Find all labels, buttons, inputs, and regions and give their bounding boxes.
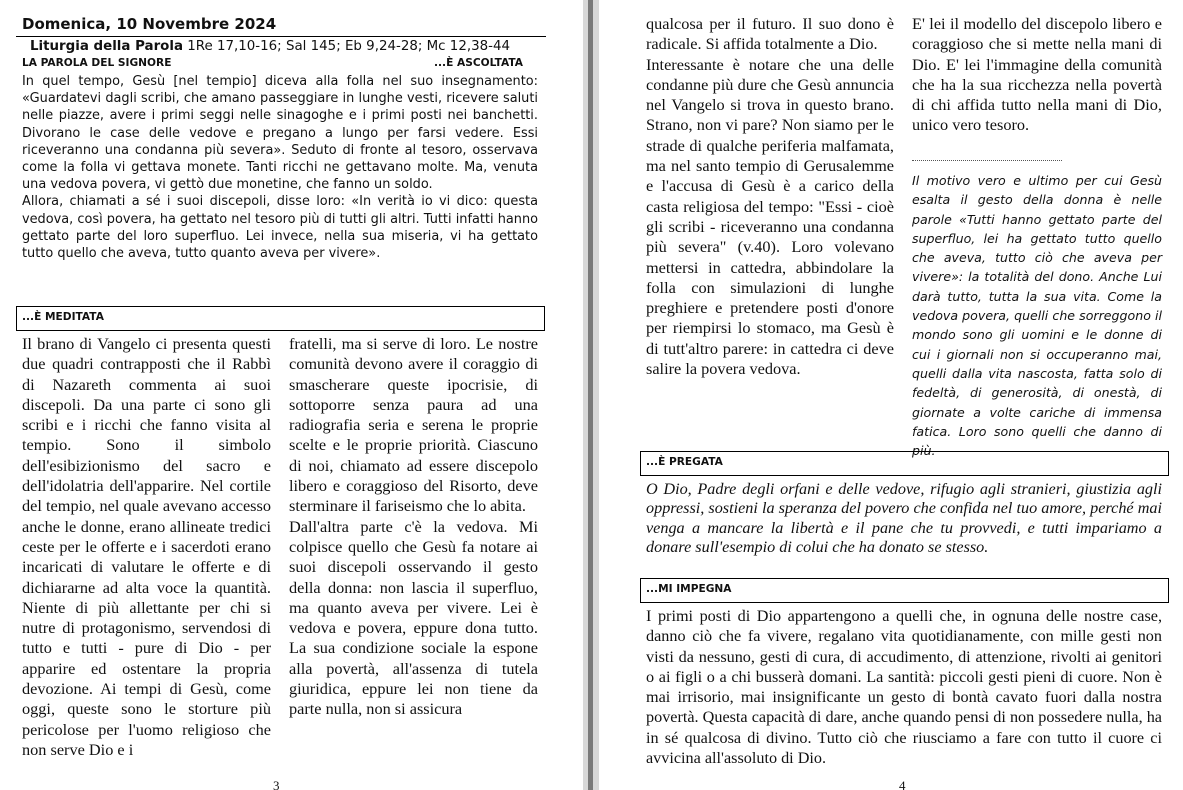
pregata-heading: ...È PREGATA	[640, 451, 1169, 476]
dotted-separator	[912, 160, 1062, 161]
page-divider	[588, 0, 593, 790]
meditation-paragraph: E' lei il modello del discepolo libero e coraggioso che si mette nella mani di Dio. E' lei l'immagine della comunità che ha la sua ricchezza nella povertà di chi affida tutto nella mani di Dio, unico vero tesoro.	[912, 14, 1162, 135]
gospel-paragraph-1: In quel tempo, Gesù [nel tempio] diceva alla folla nel suo insegnamento: «Guardatevi dagli scribi, che amano passeggiare in lunghe vesti, ricevere saluti nelle piazze, avere i primi seggi nelle sinagoghe e i primi posti nei banchetti. Divorano le case delle vedove e pregano a lungo per farsi vedere. Essi riceveranno una condanna più severa». Seduto di fronte al tesoro, osservava come la folla vi gettava monete. Tanti ricchi ne gettavano molte. Ma, venuta una vedova povera, vi gettò due monetine, che fanno un soldo.	[22, 74, 538, 193]
meditation-paragraph: Il brano di Vangelo ci presenta questi due quadri contrapposti che il Rabbì di Nazareth commenta ai suoi discepoli. Da una parte ci sono gli scribi e i ricchi che fanno visita al tempio. Sono il simbolo dell'esibizionismo del sacro e dell'idolatria dell'apparire. Nel cortile del tempio, nel quale avevano accesso anche le donne, erano allineate tredici ceste per le offerte e i sacerdoti erano incaricati di valutare le offerte e di dichiararne ad alta voce la quantità. Niente di più allettante per chi si nutre di protagonismo, servendosi di tutto e tutti - pure di Dio - per apparire ed ostentare la propria devozione. Ai tempi di Gesù, come oggi, queste sono le storture più pericolose per l'uomo religioso che non serve Dio e i	[22, 334, 271, 759]
prayer-text: O Dio, Padre degli orfani e delle vedove, rifugio agli stranieri, giustizia agli oppressi, sostieni la speranza del povero che confida nel tuo amore, perché mai venga a mancare la libertà e il pane che tu provvedi, e tutti impariamo a donare sull'esempio di colui che ha donato se stesso.	[646, 480, 1162, 556]
liturgy-line	[30, 39, 510, 54]
right-page	[599, 0, 1183, 790]
ascoltata-label: ...È ASCOLTATA	[434, 57, 523, 69]
meditation-column-4	[912, 14, 1162, 136]
meditation-column-2	[289, 334, 538, 720]
impegna-heading: ...MI IMPEGNA	[640, 578, 1169, 603]
meditation-column-1	[22, 334, 271, 760]
meditation-paragraph: Interessante è notare che una delle condanne più dure che Gesù annuncia nel Vangelo si trova in questo brano. Strano, non vi pare? Non siamo per le strade di qualche periferia malfamata, ma nel santo tempio di Gerusalemme e l'accusa di Gesù è a carico della casta religiosa del tempo: "Essi - cioè gli scribi - riceveranno una condanna più severa" (v.40). Loro volevano mettersi in cattedra, abbindolare la folla con simulazioni di lunghe preghiere e pretendere posti d'onore per riempirsi lo stomaco, ma Gesù è di tutt'altro parere: in cattedra ci deve salire la povera vedova.	[646, 54, 894, 379]
motivo-text: Il motivo vero e ultimo per cui Gesù esalta il gesto della donna è nelle parole «Tutti hanno gettato parte del superfluo, lei ha gettato tutto quello che aveva, tutto ciò che aveva per vivere»: la totalità del dono. Anche Lui darà tutto, tutta la sua vita. Come la vedova povera, quelli che sorreggono il mondo sono gli uomini e le donne di cui i giornali non si occuperanno mai, quelli dalla vita nascosta, fatta solo di fedeltà, di generosità, di onestà, di giornate a volte cariche di immensa fatica. Loro sono quelli che danno di più.	[912, 173, 1162, 459]
header-rule	[16, 36, 546, 37]
gospel-paragraph-2: Allora, chiamati a sé i suoi discepoli, disse loro: «In verità io vi dico: questa vedova, così povera, ha gettato nel tesoro più di tutti gli altri. Tutti infatti hanno gettato parte del loro superfluo. Lei invece, nella sua miseria, vi ha gettato tutto quello che aveva, tutto quanto aveva per vivere».	[22, 194, 538, 262]
meditation-paragraph: qualcosa per il futuro. Il suo dono è radicale. Si affida totalmente a Dio.	[646, 14, 894, 54]
meditata-heading: ...È MEDITATA	[16, 306, 545, 331]
liturgy-label: Liturgia della Parola	[30, 39, 183, 54]
page-number: 3	[273, 778, 280, 790]
parola-label: LA PAROLA DEL SIGNORE	[22, 57, 172, 69]
page-number: 4	[899, 778, 906, 790]
liturgy-refs: 1Re 17,10-16; Sal 145; Eb 9,24-28; Mc 12,38-44	[183, 39, 511, 54]
impegna-text: I primi posti di Dio appartengono a quelli che, in ognuna delle nostre case, danno ciò che fa vivere, regalano vita quotidianamente, con mille gesti non visti da nessuno, gesti di cura, di accudimento, di attenzione, rivolti ai genitori o ai figli o a chi busserà domani. La santità: piccoli gesti pieni di cuore. Non è mai irrisorio, mai insignificante un gesto di bontà cavato fuori dalla nostra povertà. Questa capacità di dare, anche quando pensi di non possedere nulla, ha in sé qualcosa di divino. Tutto ciò che riusciamo a fare con tutto il cuore ci avvicina all'assoluto di Dio.	[646, 607, 1162, 768]
meditation-paragraph: Dall'altra parte c'è la vedova. Mi colpisce quello che Gesù fa notare ai suoi discepoli osservando il gesto della donna: non lascia il superfluo, ma quanto aveva per vivere. Lei è vedova e povera, eppure dona tutto. La sua condizione sociale la espone alla povertà, all'assenza di tutela giuridica, eppure lei non tiene da parte nulla, non si assicura	[289, 516, 538, 719]
date-header: Domenica, 10 Novembre 2024	[22, 15, 277, 33]
gospel-text	[22, 73, 538, 262]
meditation-column-3	[646, 14, 894, 379]
meditation-paragraph: fratelli, ma si serve di loro. Le nostre comunità devono avere il coraggio di smascherare queste ipocrisie, di sottoporre senza paura ad una radiografia seria e serena le proprie scelte e le proprie priorità. Ciascuno di noi, chiamato ad essere discepolo libero e coraggioso del Risorto, deve sterminare il fariseismo che lo abita.	[289, 334, 538, 516]
left-page	[0, 0, 583, 790]
